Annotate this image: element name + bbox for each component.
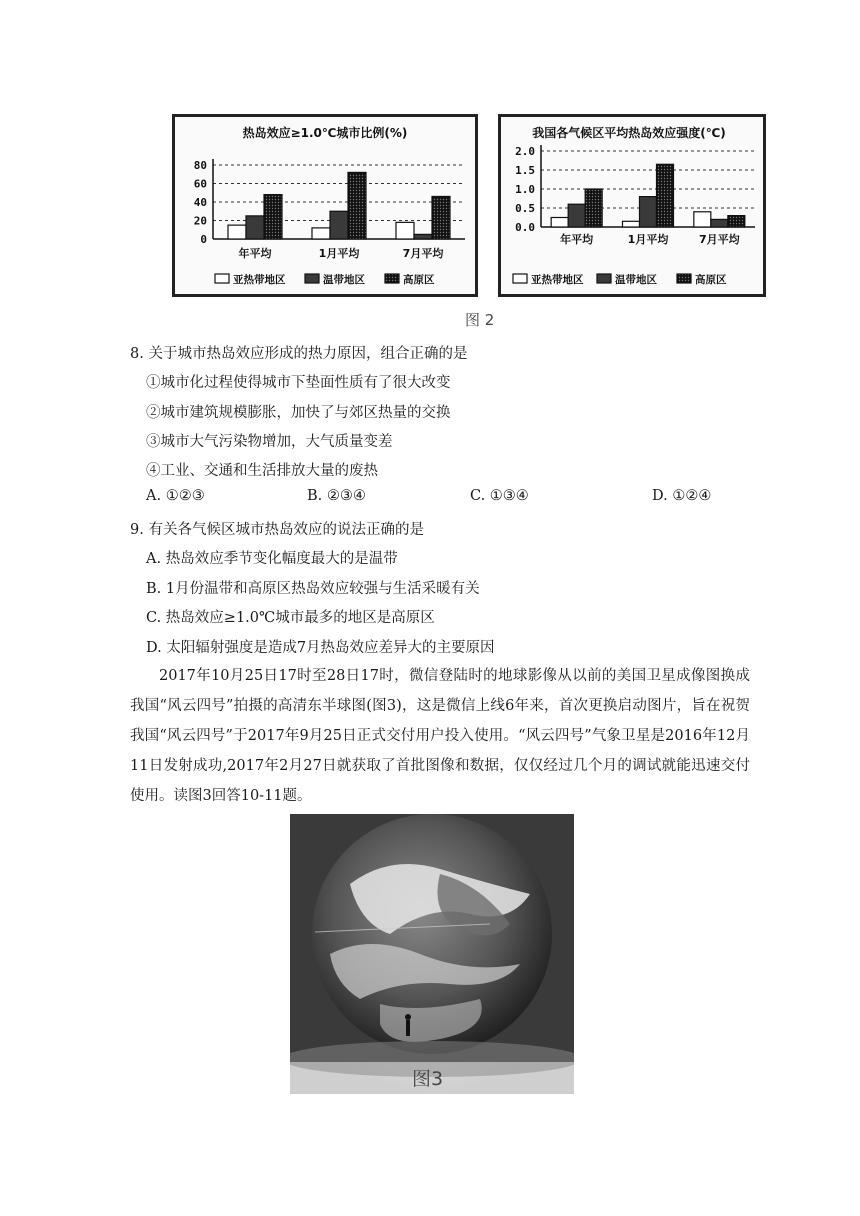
legend-swatch	[677, 274, 691, 283]
legend-label: 亚热带地区	[531, 274, 584, 286]
bar-0-1	[312, 228, 330, 239]
category-label: 7月平均	[402, 247, 444, 260]
q9-option-d[interactable]: D. 太阳辐射强度是造成7月热岛效应差异大的主要原因	[146, 640, 495, 656]
y-tick-label: 1.5	[515, 164, 535, 177]
bar-0-2	[694, 212, 711, 227]
bar-1-0	[568, 204, 585, 227]
legend-label: 高原区	[695, 274, 727, 286]
bar-0-0	[551, 218, 568, 228]
q8-item-2: ②城市建筑规模膨胀，加快了与郊区热量的交换	[146, 405, 451, 421]
figure-3-earth-image	[290, 814, 574, 1094]
q8-item-1: ①城市化过程使得城市下垫面性质有了很大改变	[146, 375, 451, 391]
y-tick-label: 0	[200, 233, 207, 246]
y-tick-label: 1.0	[515, 183, 535, 196]
q8-option-d[interactable]: D. ①②④	[652, 488, 712, 504]
bar-1-1	[640, 197, 657, 227]
bar-2-0	[264, 195, 282, 239]
bar-2-2	[432, 196, 450, 239]
q8-option-b[interactable]: B. ②③④	[307, 488, 366, 504]
category-label: 年平均	[560, 233, 594, 246]
figure-3-caption: 图3	[412, 1068, 444, 1090]
passage-paragraph: 2017年10月25日17时至28日17时，微信登陆时的地球影像从以前的美国卫星成像图换成我国“风云四号”拍摄的高清东半球图(图3)，这是微信上线6年来，首次更换启动图片，旨在祝贺我国“风云四号”于2017年9月25日正式交付用户投入使用。“风云四号”气象卫星是2016年12月11日发射成功,2017年2月27日就获取了首批图像和数据，仅仅经过几个月的调试就能迅速交付使用。读图3回答10-11题。	[130, 668, 750, 804]
figure-2	[168, 110, 768, 300]
category-label: 1月平均	[627, 233, 669, 246]
legend-swatch	[597, 274, 611, 283]
q9-stem: 9. 有关各气候区城市热岛效应的说法正确的是	[130, 522, 424, 538]
category-label: 年平均	[238, 247, 272, 260]
bar-1-2	[414, 234, 432, 239]
chart-title: 我国各气候区平均热岛效应强度(℃)	[532, 126, 726, 140]
legend-swatch	[385, 274, 399, 283]
q8-option-a[interactable]: A. ①②③	[146, 488, 205, 504]
q9-option-b[interactable]: B. 1月份温带和高原区热岛效应较强与生活采暖有关	[146, 581, 480, 597]
chart-heat-island-ratio	[172, 114, 478, 297]
legend-swatch	[305, 274, 319, 283]
bar-0-2	[396, 222, 414, 239]
q8-item-3: ③城市大气污染物增加，大气质量变差	[146, 434, 393, 450]
chart-heat-island-intensity	[498, 114, 766, 297]
q9-option-a[interactable]: A. 热岛效应季节变化幅度最大的是温带	[146, 551, 398, 567]
y-tick-label: 40	[193, 196, 207, 209]
chart-svg-ratio	[175, 117, 475, 294]
bar-2-1	[657, 164, 674, 227]
legend-label: 高原区	[403, 274, 435, 286]
category-label: 1月平均	[318, 247, 360, 260]
chart-title: 热岛效应≥1.0℃城市比例(%)	[242, 126, 408, 140]
bar-1-0	[246, 216, 264, 239]
bar-1-1	[330, 211, 348, 239]
category-label: 7月平均	[699, 233, 740, 246]
y-tick-label: 20	[193, 214, 207, 228]
q8-item-4: ④工业、交通和生活排放大量的废热	[146, 463, 378, 479]
legend-label: 温带地区	[615, 274, 657, 286]
legend-label: 亚热带地区	[233, 274, 286, 286]
y-tick-label: 60	[193, 177, 207, 191]
bar-2-1	[348, 172, 366, 239]
bar-0-1	[623, 221, 640, 227]
earth-image-svg	[290, 814, 574, 1094]
y-tick-label: 0.5	[515, 202, 535, 215]
q8-stem: 8. 关于城市热岛效应形成的热力原因，组合正确的是	[130, 346, 468, 362]
q8-options	[146, 488, 746, 510]
y-tick-label: 2.0	[515, 145, 535, 158]
bar-0-0	[228, 225, 246, 239]
passage	[130, 661, 750, 811]
bar-1-2	[711, 219, 728, 227]
legend-label: 温带地区	[323, 274, 365, 286]
chart-svg-intensity	[501, 117, 763, 294]
legend-swatch	[215, 274, 229, 283]
y-tick-label: 0.0	[515, 221, 535, 234]
q8-option-c[interactable]: C. ①③④	[470, 488, 529, 504]
legend-swatch	[513, 274, 527, 283]
y-tick-label: 80	[193, 159, 207, 172]
bar-2-2	[728, 216, 745, 227]
q9-option-c[interactable]: C. 热岛效应≥1.0℃城市最多的地区是高原区	[146, 610, 435, 626]
figure-2-caption: 图 2	[465, 311, 495, 329]
bar-2-0	[585, 189, 602, 227]
